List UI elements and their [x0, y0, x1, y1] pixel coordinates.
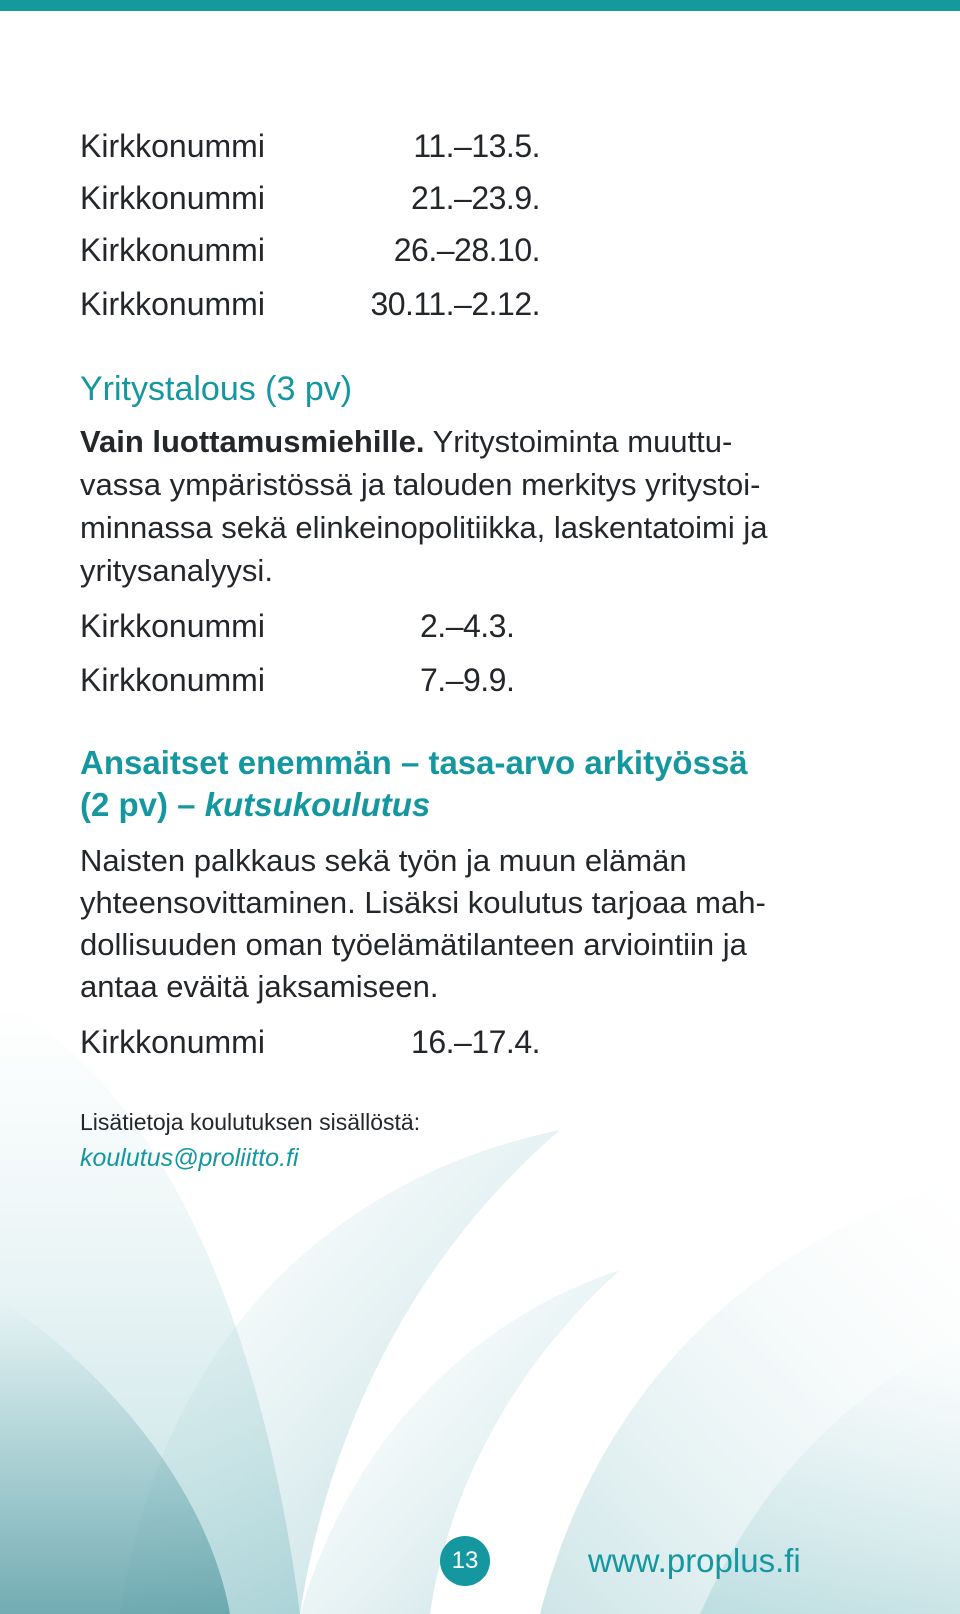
schedule-dates: 26.–28.10.	[393, 232, 540, 268]
course-title-ansaitset	[80, 742, 748, 826]
schedule-place: Kirkkonummi	[80, 608, 265, 644]
course-title-line: (2 pv) –	[80, 786, 205, 823]
schedule-place: Kirkkonummi	[80, 232, 265, 268]
schedule-dates: 21.–23.9.	[411, 180, 540, 216]
schedule-row	[80, 230, 540, 270]
schedule-place: Kirkkonummi	[80, 286, 265, 322]
course-description-ansaitset	[80, 840, 850, 1008]
course-text: antaa eväitä jaksamiseen.	[80, 969, 439, 1004]
schedule-place: Kirkkonummi	[80, 1024, 265, 1060]
course-text: minnassa sekä elinkeinopolitiikka, laskentatoimi ja	[80, 510, 768, 545]
course-title-italic: kutsukoulutus	[204, 786, 431, 823]
course-text: Naisten palkkaus sekä työn ja muun elämän	[80, 843, 687, 878]
schedule-place: Kirkkonummi	[80, 128, 265, 164]
website-link[interactable]: www.proplus.fi	[588, 1542, 801, 1579]
course-text: Yritystoiminta muuttu-	[424, 424, 733, 459]
course-description-yritystalous	[80, 420, 850, 592]
course-lead: Vain luottamusmiehille.	[80, 424, 425, 459]
course-text: yritysanalyysi.	[80, 553, 273, 588]
schedule-place: Kirkkonummi	[80, 180, 265, 216]
contact-email-link[interactable]: koulutus@proliitto.fi	[80, 1144, 299, 1172]
schedule-dates: 16.–17.4.	[411, 1024, 540, 1060]
schedule-row	[80, 178, 540, 218]
course-title-line: Ansaitset enemmän – tasa-arvo arkityössä	[80, 744, 748, 781]
schedule-row	[80, 660, 540, 700]
schedule-place: Kirkkonummi	[80, 662, 265, 698]
schedule-dates: 11.–13.5.	[413, 128, 540, 164]
schedule-row	[80, 606, 540, 646]
schedule-dates: 2.–4.3.	[420, 608, 515, 644]
course-text: dollisuuden oman työelämätilanteen arviointiin ja	[80, 927, 747, 962]
schedule-row	[80, 1022, 540, 1062]
schedule-row	[80, 284, 540, 324]
schedule-dates: 7.–9.9.	[420, 662, 515, 698]
course-text: yhteensovittaminen. Lisäksi koulutus tarjoaa mah-	[80, 885, 766, 920]
schedule-row	[80, 126, 540, 166]
course-text: vassa ympäristössä ja talouden merkitys yritystoi-	[80, 467, 761, 502]
course-title-yritystalous: Yritystalous (3 pv)	[80, 370, 353, 408]
info-label: Lisätietoja koulutuksen sisällöstä:	[80, 1109, 421, 1135]
schedule-dates: 30.11.–2.12.	[370, 286, 540, 322]
page-number-badge: 13	[440, 1536, 490, 1586]
